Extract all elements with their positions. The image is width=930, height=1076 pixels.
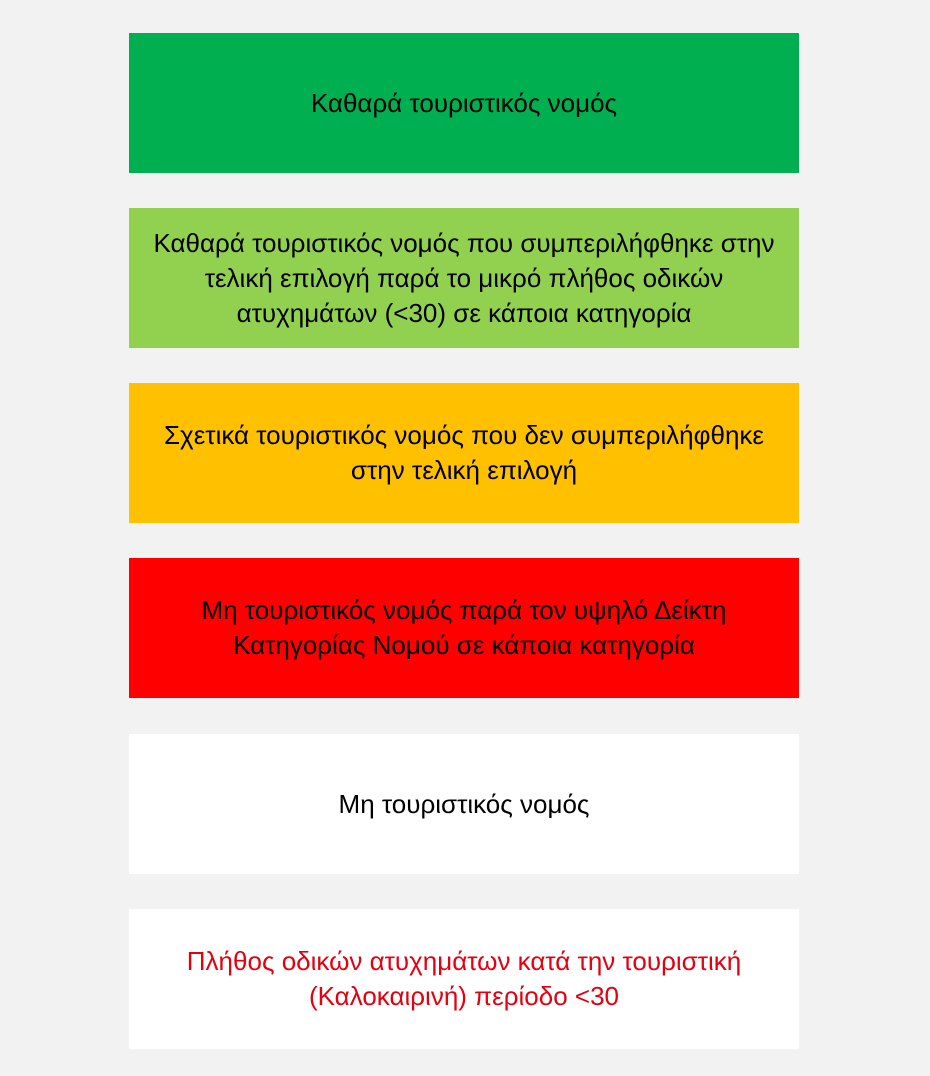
legend-box-label: Καθαρά τουριστικός νομός bbox=[310, 87, 618, 118]
legend-box-label: Μη τουριστικός νομός bbox=[338, 788, 590, 819]
legend-box-non-touristic bbox=[129, 734, 799, 874]
legend-box-pure-touristic bbox=[129, 33, 799, 173]
legend-box-pure-touristic-few-accidents bbox=[129, 208, 799, 348]
legend-box-accident-count-note bbox=[129, 909, 799, 1049]
legend-box-label: Μη τουριστικός νομός παρά τον υψηλό Δείκτη Κατηγορίας Νομού σε κάποια κατηγορία bbox=[201, 595, 727, 660]
legend-box-relatively-touristic bbox=[129, 383, 799, 523]
legend-box-label: Σχετικά τουριστικός νομός που δεν συμπεριλήφθηκε στην τελική επιλογή bbox=[163, 420, 765, 485]
legend-box-label: Πλήθος οδικών ατυχημάτων κατά την τουριστική (Καλοκαιρινή) περίοδο <30 bbox=[186, 946, 742, 1011]
legend-box-non-touristic-high-index bbox=[129, 558, 799, 698]
legend-box-label: Καθαρά τουριστικός νομός που συμπεριλήφθηκε στην τελική επιλογή παρά το μικρό πλήθος οδικών ατυχημάτων (<30) σε κάποια κατηγορία bbox=[153, 227, 775, 328]
